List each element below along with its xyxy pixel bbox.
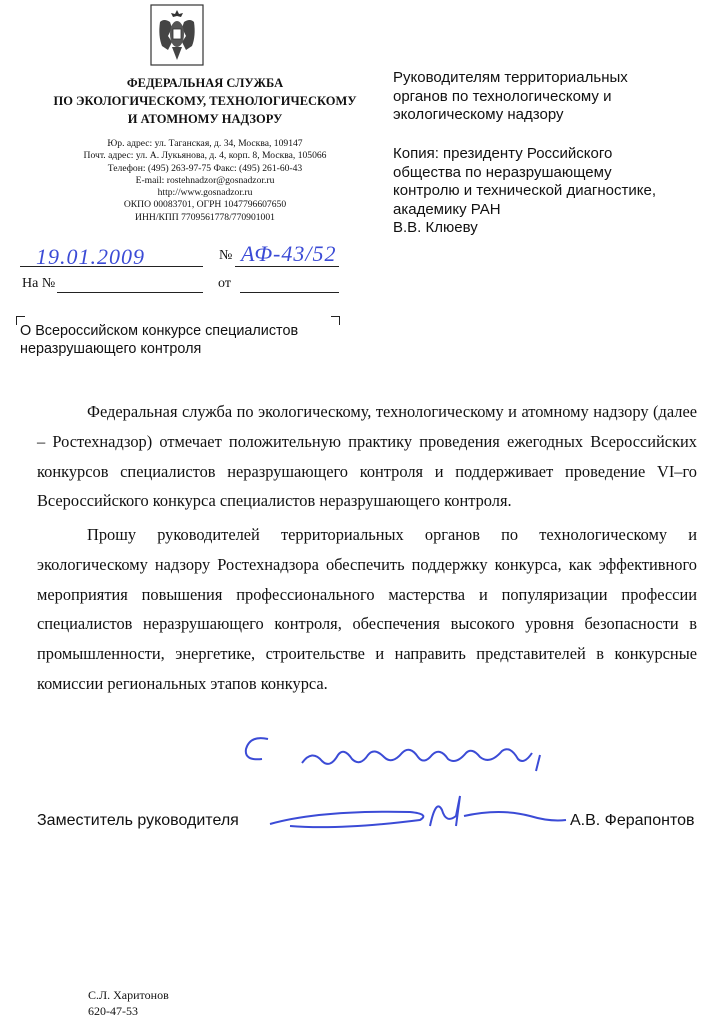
number-underline xyxy=(235,266,339,267)
handwritten-signature xyxy=(260,790,570,840)
copy-line: академику РАН xyxy=(393,200,501,218)
body-paragraph-2: Прошу руководителей территориальных органов по технологическому и экологическому надзору Ростехнадзора обеспечить поддержку конкурса, как эффективного мероприятия повышения профессионального мастерства и популяризации профессии специалистов неразрушающего контроля, обеспечения высокого уровня безопасности в промышленности, энергетике, строительстве и направить представителей в конкурсные комиссии региональных этапов конкурса. xyxy=(37,525,697,693)
subject-bracket-right xyxy=(331,316,340,325)
letter-subject xyxy=(20,322,298,358)
copy-to-block xyxy=(393,145,656,238)
handwritten-date: 19.01.2009 xyxy=(36,244,145,269)
executor-phone: 620-47-53 xyxy=(88,1004,138,1018)
website: http://www.gosnadzor.ru xyxy=(157,187,253,199)
copy-line: общества по неразрушающему xyxy=(393,163,612,181)
okpo-ogrn: ОКПО 00083701, ОГРН 1047796607650 xyxy=(123,199,287,211)
copy-line: контролю и технической диагностике, xyxy=(393,182,657,199)
org-name-line: ПО ЭКОЛОГИЧЕСКОМУ, ТЕХНОЛОГИЧЕСКОМУ xyxy=(53,94,357,108)
phone-fax: Телефон: (495) 263-97-75 Факс: (495) 261-60-43 xyxy=(107,162,303,174)
reference-from-line xyxy=(240,292,339,293)
date-underline xyxy=(20,266,203,267)
copy-line: Копия: президенту Российского xyxy=(393,145,613,162)
reference-number-label: На № xyxy=(22,276,56,291)
organization-details xyxy=(40,138,370,224)
subject-line: неразрушающего контроля xyxy=(20,341,202,357)
executor-info xyxy=(88,987,169,1019)
recipient-line: экологическому надзору xyxy=(393,106,564,123)
signatory-position: Заместитель руководителя xyxy=(37,812,239,829)
recipient-line: органов по технологическому и xyxy=(393,87,612,105)
copy-line: В.В. Клюеву xyxy=(393,219,478,236)
org-name-line: ФЕДЕРАЛЬНАЯ СЛУЖБА xyxy=(126,76,284,90)
coat-of-arms-emblem xyxy=(150,4,204,66)
postal-address: Почт. адрес: ул. А. Лукьянова, д. 4, корп. 8, Москва, 105066 xyxy=(83,150,327,162)
subject-line: О Всероссийском конкурсе специалистов xyxy=(20,323,299,339)
reference-number-line xyxy=(57,292,203,293)
executor-name: С.Л. Харитонов xyxy=(88,988,169,1002)
org-name-line: И АТОМНОМУ НАДЗОРУ xyxy=(127,112,283,126)
legal-address: Юр. адрес: ул. Таганская, д. 34, Москва, 109147 xyxy=(107,138,303,149)
signatory-name: А.В. Ферапонтов xyxy=(570,812,695,829)
recipient-block xyxy=(393,69,628,125)
email: E-mail: rostehnadzor@gosnadzor.ru xyxy=(135,174,275,186)
body-paragraph-1: Федеральная служба по экологическому, технологическому и атомному надзору (далее – Ростехнадзор) отмечает положительную практику проведения ежегодных Всероссийских конкурсов специалистов неразрушающего контроля и поддерживает проведение VI–го Всероссийского конкурса специалистов неразрушающего контроля. xyxy=(37,402,697,511)
number-label: № xyxy=(219,248,233,263)
organization-name xyxy=(40,74,370,128)
reference-from-label: от xyxy=(218,276,231,291)
handwritten-number: АФ-43/52 xyxy=(241,241,337,266)
inn-kpp: ИНН/КПП 7709561778/770901001 xyxy=(135,211,275,223)
handwritten-greeting xyxy=(240,725,570,785)
recipient-line: Руководителям территориальных xyxy=(393,69,628,86)
